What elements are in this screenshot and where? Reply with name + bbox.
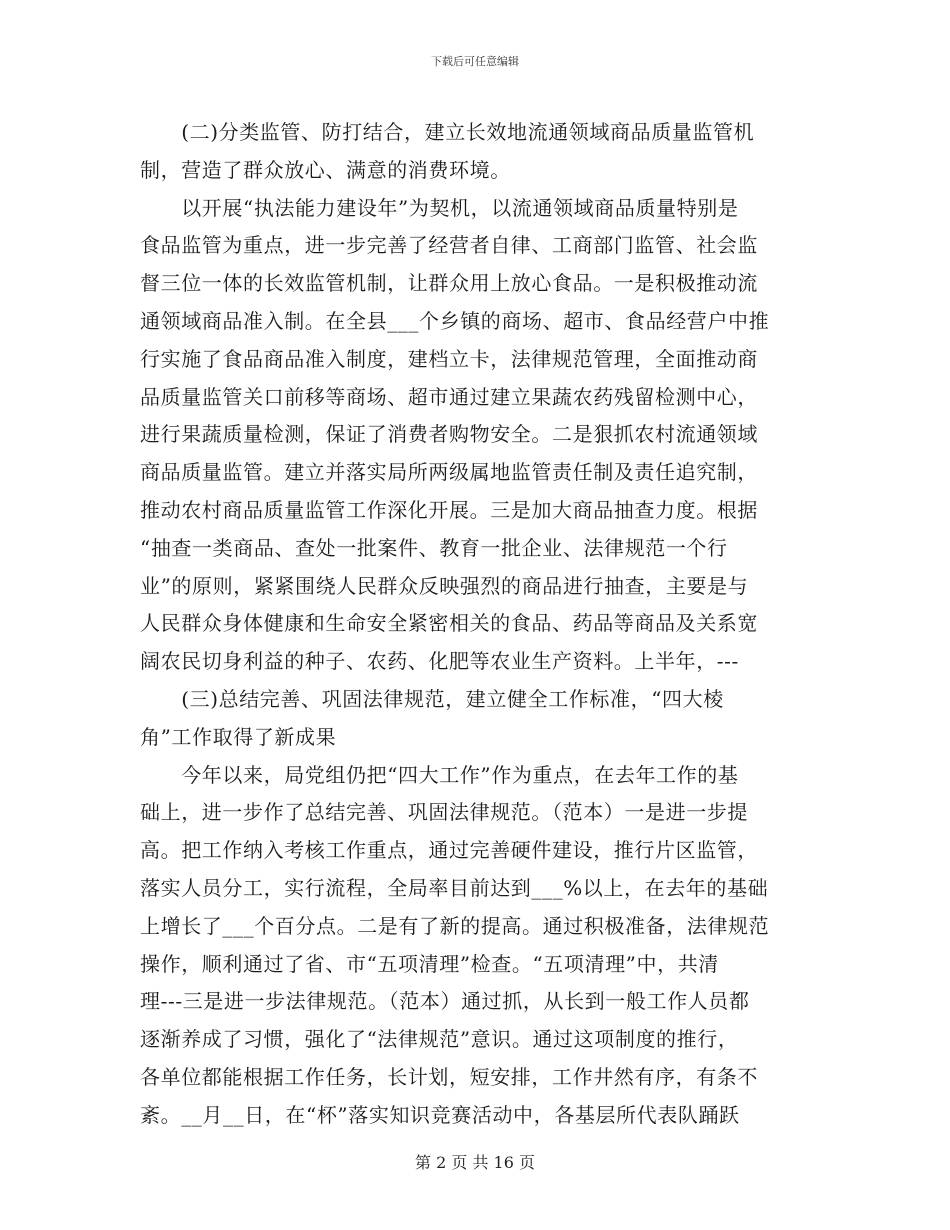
text-line: 业”的原则，紧紧围绕人民群众反映强烈的商品进行抽查，主要是与 bbox=[140, 573, 749, 598]
text-line: 操作，顺利通过了省、市“五项清理”检查。“五项清理”中，共清 bbox=[140, 951, 719, 976]
text-line: 人民群众身体健康和生命安全紧密相关的食品、药品等商品及关系宽 bbox=[140, 611, 758, 636]
text-line: 上增长了___个百分点。二是有了新的提高。通过积极准备，法律规范 bbox=[140, 913, 770, 938]
text-line: 高。把工作纳入考核工作重点，通过完善硬件建设，推行片区监管， bbox=[140, 838, 758, 863]
text-line: 推动农村商品质量监管工作深化开展。三是加大商品抽查力度。根据 bbox=[140, 497, 758, 522]
text-line: 各单位都能根据工作任务，长计划，短安排，工作井然有序，有条不 bbox=[140, 1064, 758, 1089]
text-line: (三)总结完善、巩固法律规范，建立健全工作标准，“四大棱 bbox=[140, 686, 724, 711]
text-line: 进行果蔬质量检测，保证了消费者购物安全。二是狠抓农村流通领域 bbox=[140, 422, 758, 447]
text-line: 紊。__月__日，在“杯”落实知识竞赛活动中，各基层所代表队踊跃 bbox=[140, 1102, 740, 1127]
text-line: 行实施了食品商品准入制度，建档立卡，法律规范管理，全面推动商 bbox=[140, 346, 758, 371]
header-note: 下载后可任意编辑 bbox=[431, 55, 519, 68]
text-line: 以开展“执法能力建设年”为契机，以流通领域商品质量特别是 bbox=[140, 195, 739, 220]
text-line: 角”工作取得了新成果 bbox=[140, 724, 337, 749]
text-line: 品质量监管关口前移等商场、超市通过建立果蔬农药残留检测中心， bbox=[140, 384, 758, 409]
text-line: 通领域商品准入制。在全县___个乡镇的商场、超市、食品经营户中推 bbox=[140, 308, 770, 333]
text-line: 逐渐养成了习惯，强化了“法律规范”意识。通过这项制度的推行， bbox=[140, 1027, 739, 1052]
text-line: 落实人员分工，实行流程，全局率目前达到___%以上，在去年的基础 bbox=[140, 875, 769, 900]
text-line: 今年以来，局党组仍把“四大工作”作为重点，在去年工作的基 bbox=[140, 762, 739, 787]
text-line: 食品监管为重点，进一步完善了经营者自律、工商部门监管、社会监 bbox=[140, 233, 758, 258]
document-body bbox=[140, 114, 812, 1135]
text-line: 理---三是进一步法律规范。（范本）通过抓，从长到一般工作人员都 bbox=[140, 989, 750, 1014]
text-line: “抽查一类商品、查处一批案件、教育一批企业、法律规范一个行 bbox=[140, 535, 728, 560]
text-line: 制，营造了群众放心、满意的消费环境。 bbox=[140, 157, 511, 182]
text-line: 督三位一体的长效监管机制，让群众用上放心食品。一是积极推动流 bbox=[140, 271, 758, 296]
text-line: (二)分类监管、防打结合，建立长效地流通领域商品质量监管机 bbox=[140, 120, 755, 144]
text-line: 商品质量监管。建立并落实局所两级属地监管责任制及责任追究制， bbox=[140, 460, 758, 485]
page-number: 第 2 页 共 16 页 bbox=[415, 1153, 535, 1172]
text-line: 础上，进一步作了总结完善、巩固法律规范。（范本）一是进一步提 bbox=[140, 800, 748, 825]
text-line: 阔农民切身利益的种子、农药、化肥等农业生产资料。上半年，--- bbox=[140, 649, 739, 674]
